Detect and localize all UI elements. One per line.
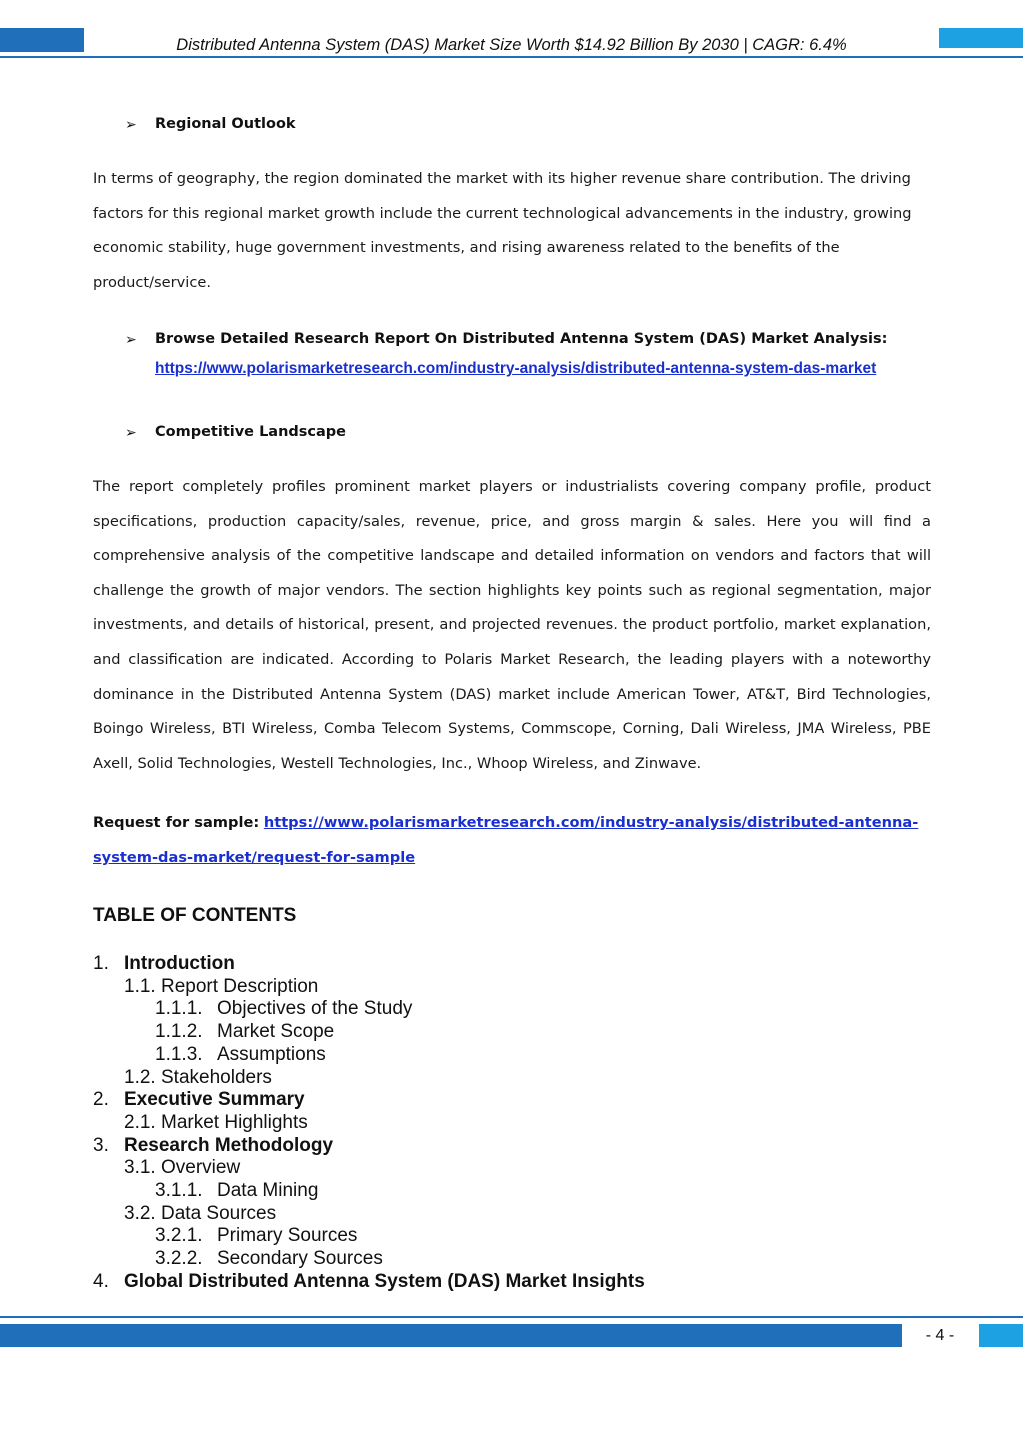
arrow-bullet-icon: ➢	[125, 424, 137, 440]
toc-item-label: Secondary Sources	[217, 1248, 383, 1270]
header-rule	[0, 56, 1023, 58]
request-sample-link[interactable]: https://www.polarismarketresearch.com/industry-analysis/distributed-antenna-system-das-market/request-for-sample	[93, 814, 919, 866]
toc-item	[93, 976, 645, 999]
toc-item-number: 3.	[93, 1134, 109, 1156]
footer-accent-right	[979, 1324, 1023, 1347]
toc-item	[93, 1044, 645, 1067]
toc-item-number: 1.1.	[124, 975, 156, 997]
toc-item	[93, 1157, 645, 1180]
toc-item-number: 3.1.	[124, 1157, 156, 1179]
toc-item-label: Objectives of the Study	[217, 998, 413, 1020]
toc-item-number: 3.1.1.	[155, 1180, 203, 1202]
toc-item-label: Data Sources	[161, 1202, 277, 1224]
request-sample	[93, 805, 923, 875]
toc-item-number: 1.1.3.	[155, 1043, 203, 1065]
browse-block	[155, 331, 915, 384]
toc-item	[93, 1180, 645, 1203]
toc-item-number: 2.	[93, 1089, 109, 1111]
header-title: Distributed Antenna System (DAS) Market Size Worth $14.92 Billion By 2030 | CAGR: 6.4%	[176, 36, 847, 54]
toc-item-number: 1.2.	[124, 1066, 156, 1088]
competitive-bullet	[125, 422, 346, 442]
toc-item	[93, 1135, 645, 1158]
toc-item	[93, 1021, 645, 1044]
toc-item	[93, 1089, 645, 1112]
request-sample-label: Request for sample:	[93, 814, 260, 831]
toc-item-number: 1.1.2.	[155, 1021, 203, 1043]
regional-paragraph: In terms of geography, the region dominated the market with its higher revenue share contribution. The driving factors for this regional market growth include the current technological advancements in the industry, growing economic stability, huge government investments, and rising awareness related to the benefits of the product/service.	[93, 170, 912, 291]
toc-item	[93, 1248, 645, 1271]
toc-item-label: Introduction	[124, 953, 235, 974]
toc-item-label: Executive Summary	[124, 1089, 305, 1111]
toc-item-number: 3.2.1.	[155, 1225, 203, 1247]
toc-item-label: Data Mining	[217, 1180, 319, 1202]
toc-item-label: Report Description	[161, 975, 319, 997]
toc-item-label: Research Methodology	[124, 1134, 334, 1156]
competitive-heading: Competitive Landscape	[155, 424, 347, 440]
toc-item	[93, 1112, 645, 1135]
browse-heading: Browse Detailed Research Report On Distributed Antenna System (DAS) Market Analysis:	[155, 331, 888, 347]
toc-item	[93, 998, 645, 1021]
arrow-bullet-icon: ➢	[125, 116, 137, 132]
toc-item	[93, 953, 645, 976]
toc-item-number: 1.1.1.	[155, 998, 203, 1020]
browse-bullet	[125, 329, 155, 349]
toc-item-label: Stakeholders	[161, 1066, 272, 1088]
toc-item-number: 1.	[93, 953, 109, 974]
toc-item	[93, 1225, 645, 1248]
toc-item	[93, 1271, 645, 1294]
toc-list	[93, 953, 645, 1294]
toc-item	[93, 1203, 645, 1226]
footer-bar	[0, 1324, 902, 1347]
regional-bullet	[125, 114, 296, 134]
page-number: - 4 -	[925, 1327, 955, 1344]
footer-rule	[0, 1316, 1023, 1318]
browse-report-link[interactable]: https://www.polarismarketresearch.com/industry-analysis/distributed-antenna-system-das-market	[155, 360, 877, 377]
toc-item-label: Market Scope	[217, 1021, 335, 1043]
regional-heading: Regional Outlook	[155, 116, 296, 132]
toc-title: TABLE OF CONTENTS	[93, 905, 297, 926]
toc-item-number: 4.	[93, 1270, 109, 1292]
toc-item-label: Market Highlights	[161, 1111, 308, 1133]
toc-item-label: Overview	[161, 1157, 241, 1179]
arrow-bullet-icon: ➢	[125, 331, 137, 347]
toc-item-number: 2.1.	[124, 1111, 156, 1133]
toc-item-number: 3.2.	[124, 1202, 156, 1224]
toc-item-number: 3.2.2.	[155, 1248, 203, 1270]
competitive-paragraph: The report completely profiles prominent market players or industrialists covering company profile, product specifications, production capacity/sales, revenue, price, and gross margin & sales. Here you will find a comprehensive analysis of the competitive landscape and detailed information on vendors and factors that will challenge the growth of major vendors. The section highlights key points such as regional segmentation, major investments, and details of historical, present, and projected revenues. the product portfolio, market explanation, and classification are indicated. According to Polaris Market Research, the leading players with a noteworthy dominance in the Distributed Antenna System (DAS) market include American Tower, AT&T, Bird Technologies, Boingo Wireless, BTI Wireless, Comba Telecom Systems, Commscope, Corning, Dali Wireless, JMA Wireless, PBE Axell, Solid Technologies, Westell Technologies, Inc., Whoop Wireless, and Zinwave.	[93, 478, 931, 772]
toc-item-label: Assumptions	[217, 1043, 326, 1065]
toc-item-label: Primary Sources	[217, 1225, 358, 1247]
toc-item	[93, 1067, 645, 1090]
toc-item-label: Global Distributed Antenna System (DAS) Market Insights	[124, 1270, 645, 1292]
